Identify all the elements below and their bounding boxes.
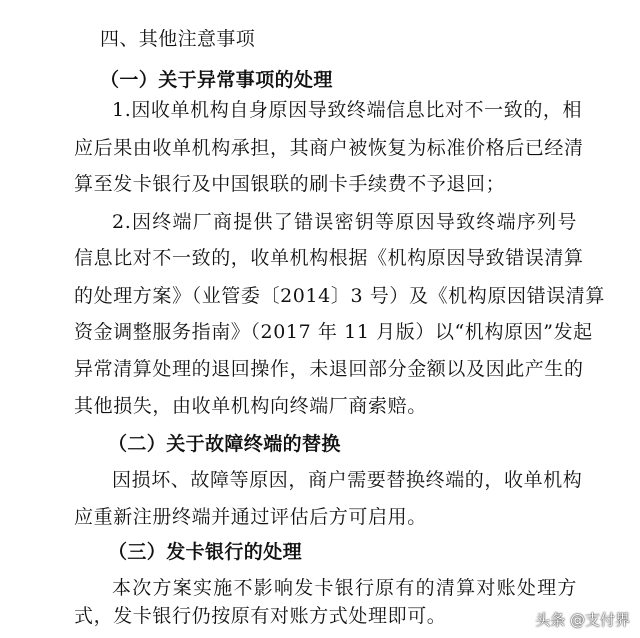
paragraph-line: 算至发卡银行及中国银联的刷卡手续费不予退回； — [74, 173, 506, 195]
subsection-title-replacement: （二）关于故障终端的替换 — [108, 433, 341, 455]
paragraph-line: 信息比对不一致的，收单机构根据《机构原因导致错误清算 — [74, 247, 584, 269]
subsection-title-abnormal: （一）关于异常事项的处理 — [100, 69, 333, 91]
paragraph-line: 2.因终端厂商提供了错误密钥等原因导致终端序列号 — [112, 211, 577, 233]
watermark-text: 头条 @支付界 — [535, 611, 630, 629]
paragraph-line: 式，发卡银行仍按原有对账方式处理即可。 — [74, 605, 447, 627]
paragraph-line: 因损坏、故障等原因，商户需要替换终端的，收单机构 — [112, 469, 583, 491]
paragraph-line: 其他损失，由收单机构向终端厂商索赔。 — [74, 395, 427, 417]
paragraph-line: 资金调整服务指南》（2017 年 11 月版）以“机构原因”发起 — [74, 321, 593, 343]
paragraph-line: 应后果由收单机构承担，其商户被恢复为标准价格后已经清 — [74, 137, 584, 159]
paragraph-line: 本次方案实施不影响发卡银行原有的清算对账处理方 — [112, 577, 577, 599]
paragraph-line: 异常清算处理的退回操作，未退回部分金额以及因此产生的 — [74, 358, 584, 380]
section-title: 四、其他注意事项 — [100, 28, 256, 50]
paragraph-line: 应重新注册终端并通过评估后方可启用。 — [74, 506, 427, 528]
subsection-title-issuer: （三）发卡银行的处理 — [108, 541, 303, 563]
paragraph-line: 1.因收单机构自身原因导致终端信息比对不一致的，相 — [112, 99, 583, 121]
paragraph-line: 的处理方案》（业管委〔2014〕3 号）及《机构原因错误清算 — [74, 285, 605, 307]
watermark — [535, 609, 630, 630]
